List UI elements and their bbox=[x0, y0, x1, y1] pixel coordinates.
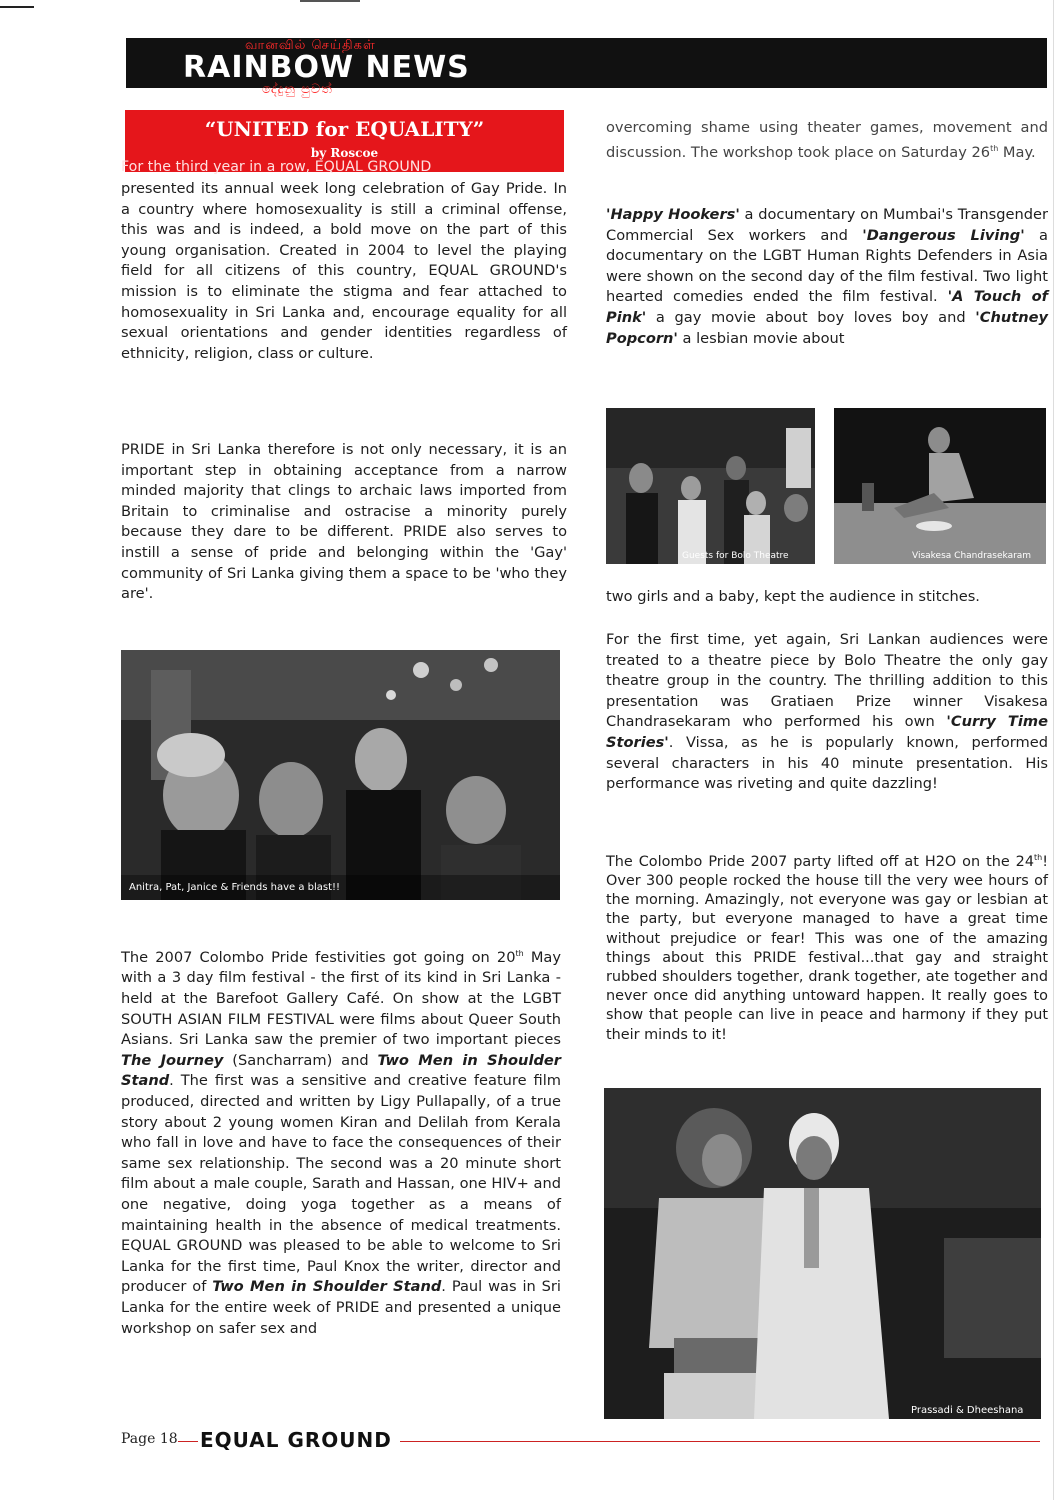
paragraph-audience: two girls and a baby, kept the audience in stitches. bbox=[606, 588, 980, 605]
masthead-sinhala-text: දේදුනු පුවත් bbox=[262, 82, 333, 97]
footer-rule-left bbox=[178, 1441, 198, 1442]
prassadi-caption: Prassadi & Dheeshana bbox=[911, 1405, 1024, 1416]
article-headline: “UNITED for EQUALITY” bbox=[204, 117, 485, 141]
prassadi-photo bbox=[604, 1088, 1041, 1419]
party-photo-image bbox=[121, 650, 560, 900]
footer-brand-logo: EQUAL GROUND bbox=[200, 1428, 392, 1452]
paragraph-workshop: overcoming shame using theater games, movement and discussion. The workshop took place on Saturday 26th May. bbox=[606, 119, 1048, 161]
crop-mark bbox=[0, 6, 34, 8]
visakesa-caption: Visakesa Chandrasekaram bbox=[912, 551, 1032, 561]
article-byline: by Roscoe bbox=[310, 146, 379, 160]
page-number: Page 18 bbox=[121, 1431, 178, 1447]
bolo-theatre-caption: Guests for Bolo Theatre bbox=[682, 551, 789, 561]
page-edge bbox=[1053, 0, 1054, 1500]
paragraph-film-festival: The 2007 Colombo Pride festivities got going on 20th May with a 3 day film festival - the first of its kind in Sri Lanka - held at the Barefoot Gallery Café. On show at the LGBT SOUTH ASIAN FILM FESTIVAL were films about Queer South Asians. Sri Lanka saw the premier of two important pieces The Journey (Sancharram) and Two Men in Shoulder Stand. The first was a sensitive and creative feature film produced, directed and written by Ligy Pullapally, of a true story about 2 young women Kiran and Delilah from Kerala who fall in love and have to face the consequences of their same sex relationship. The second was a 20 minute short film about a male couple, Sarath and Hassan, one HIV+ and one negative, doing yoga together as a means of maintaining health in the absence of medical treatments. EQUAL GROUND was pleased to be able to welcome to Sri Lanka for the first time, Paul Knox the writer, director and producer of Two Men in Shoulder Stand. Paul was in Sri Lanka for the entire week of PRIDE and presented a unique workshop on safer sex and bbox=[121, 948, 562, 1337]
prassadi-image bbox=[604, 1088, 1041, 1419]
paragraph-documentaries: 'Happy Hookers' a documentary on Mumbai's Transgender Commercial Sex workers and 'Dangerous Living' a documentary on the LGBT Human Rights Defenders in Asia were shown on the second day of the film festival. Two light hearted comedies ended the film festival. 'A Touch of Pink' a gay movie about boy loves boy and 'Chutney Popcorn' a lesbian movie about bbox=[606, 206, 1048, 347]
film-title-touch-of-pink: 'A Touch of Pink' bbox=[606, 288, 1048, 326]
party-photo-caption: Anitra, Pat, Janice & Friends have a blast!! bbox=[129, 882, 341, 893]
show-title-curry-time: 'Curry Time Stories' bbox=[606, 713, 1048, 751]
masthead-tamil-text: வானவில் செய்திகள் bbox=[245, 38, 376, 53]
paragraph-bolo-theatre: For the first time, yet again, Sri Lankan audiences were treated to a theatre piece by Bolo Theatre the only gay theatre group in the country. The thrilling addition to this presentation was Gratiaen Prize winner Visakesa Chandrasekaram who performed his own 'Curry Time Stories'. Vissa, as he is popularly known, performed several characters in his 40 minute presentation. His performance was riveting and quite dazzling! bbox=[606, 631, 1048, 793]
visakesa-image bbox=[834, 408, 1046, 564]
paragraph-party: The Colombo Pride 2007 party lifted off at H2O on the 24th! Over 300 people rocked the house till the very wee hours of the morning. Amazingly, not everyone was gay or lesbian at the party, but everyone managed to have a great time without prejudice or fear! This was one of the amazing things about this PRIDE festival...that gay and straight rubbed shoulders together, drank together, ate together and never once did anything untoward happen. It really goes to show that people can live in peace and harmony if they put their minds to it! bbox=[606, 853, 1048, 1043]
film-title-two-men-2: Two Men in Shoulder Stand bbox=[212, 1278, 442, 1296]
article-lead-line: For the third year in a row, EQUAL GROUND bbox=[121, 159, 432, 175]
footer-rule-right bbox=[400, 1441, 1040, 1442]
film-title-chutney-popcorn: 'Chutney Popcorn' bbox=[606, 308, 1048, 347]
film-title-two-men: Two Men in Shoulder Stand bbox=[121, 1051, 561, 1090]
film-title-dangerous-living: 'Dangerous Living' bbox=[862, 226, 1025, 244]
visakesa-photo bbox=[834, 408, 1046, 564]
crop-mark-top bbox=[300, 0, 360, 2]
paragraph-intro: presented its annual week long celebration of Gay Pride. In a country where homosexuality is still a criminal offense, this was and is indeed, a bold move on the part of this young organisation. Created in 2004 to level the playing field for all citizens of this country, EQUAL GROUND's mission is to eliminate the stigma and fear attached to homosexuality in Sri Lanka and, encourage equality for all sexual orientations and gender identities regardless of ethnicity, religion, class or culture. bbox=[121, 180, 567, 362]
film-title-happy-hookers: 'Happy Hookers' bbox=[606, 206, 740, 223]
bolo-theatre-photo bbox=[606, 408, 815, 564]
party-photo bbox=[121, 650, 560, 900]
masthead-title: RAINBOW NEWS bbox=[183, 50, 470, 85]
bolo-theatre-image bbox=[606, 408, 815, 564]
film-title-the-journey: The Journey bbox=[121, 1051, 224, 1069]
paragraph-pride: PRIDE in Sri Lanka therefore is not only necessary, it is an important step in obtaining acceptance from a narrow minded majority that clings to archaic laws imported from Britain to criminalise and ostracise a minority purely because they dare to be different. PRIDE also serves to instill a sense of pride and belonging within the 'Gay' community of Sri Lanka giving them a space to be 'who they are'. bbox=[121, 441, 567, 603]
